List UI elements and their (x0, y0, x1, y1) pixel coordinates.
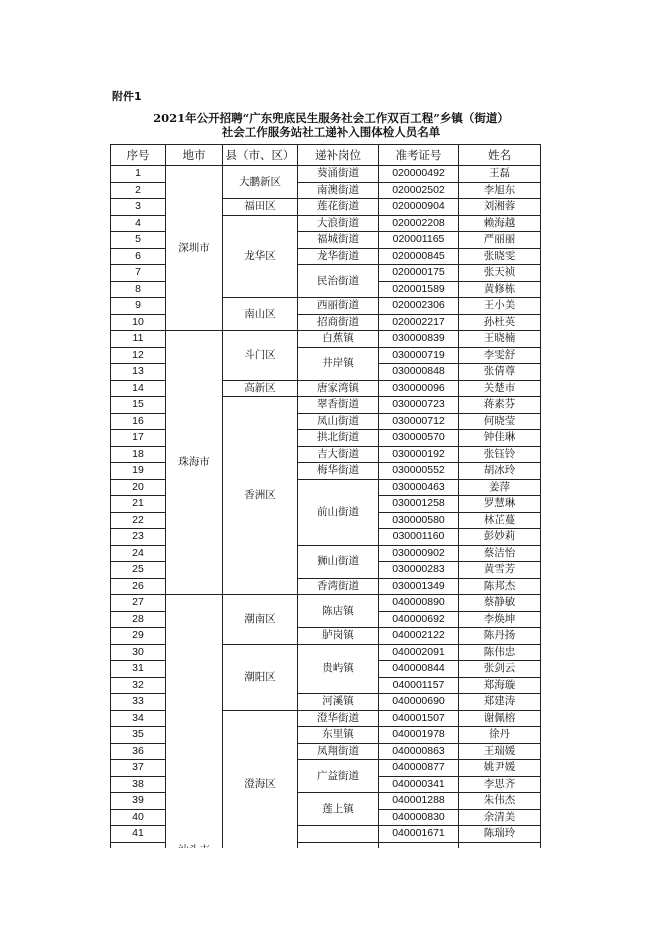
post-cell: 唐家湾镇 (298, 380, 379, 397)
post-cell: 河溪镇 (298, 694, 379, 711)
seq-cell: 24 (111, 545, 166, 562)
post-cell: 莲上镇 (298, 793, 379, 826)
exam-no-cell: 040000690 (379, 694, 459, 711)
county-cell: 潮南区 (223, 595, 298, 645)
city-cell (166, 595, 223, 859)
post-cell: 招商街道 (298, 314, 379, 331)
table-row (111, 595, 541, 612)
post-cell: 狮山街道 (298, 545, 379, 578)
seq-cell: 7 (111, 265, 166, 282)
exam-no-cell: 030000096 (379, 380, 459, 397)
seq-cell: 10 (111, 314, 166, 331)
name-cell: 李思齐 (459, 776, 541, 793)
post-cell (298, 826, 379, 843)
header-seq: 序号 (111, 145, 166, 166)
name-cell: 陈邦杰 (459, 578, 541, 595)
post-cell: 拱北街道 (298, 430, 379, 447)
seq-cell: 38 (111, 776, 166, 793)
post-cell: 南澳街道 (298, 182, 379, 199)
seq-cell: 34 (111, 710, 166, 727)
exam-no-cell: 030000902 (379, 545, 459, 562)
post-cell: 香湾街道 (298, 578, 379, 595)
exam-no-cell: 030000463 (379, 479, 459, 496)
document-title-line2: 社会工作服务站社工递补入围体检人员名单 (221, 125, 441, 139)
seq-cell: 15 (111, 397, 166, 414)
post-cell: 澄华街道 (298, 710, 379, 727)
county-cell: 龙华区 (223, 215, 298, 298)
name-cell: 姚尹媛 (459, 760, 541, 777)
name-cell: 张倩尊 (459, 364, 541, 381)
seq-cell: 18 (111, 446, 166, 463)
exam-no-cell: 040000890 (379, 595, 459, 612)
exam-no-cell: 030000719 (379, 347, 459, 364)
name-cell: 孙杜英 (459, 314, 541, 331)
exam-no-cell: 040001671 (379, 826, 459, 843)
name-cell: 关楚市 (459, 380, 541, 397)
seq-cell: 35 (111, 727, 166, 744)
name-cell: 严丽丽 (459, 232, 541, 249)
post-cell: 东里镇 (298, 727, 379, 744)
exam-no-cell: 030000283 (379, 562, 459, 579)
county-cell: 福田区 (223, 199, 298, 216)
name-cell: 陈伟忠 (459, 644, 541, 661)
post-cell: 翠香街道 (298, 397, 379, 414)
exam-no-cell: 030001258 (379, 496, 459, 513)
exam-no-cell: 020000175 (379, 265, 459, 282)
seq-cell: 13 (111, 364, 166, 381)
post-cell: 西丽街道 (298, 298, 379, 315)
table-row (111, 331, 541, 348)
exam-no-cell: 040001507 (379, 710, 459, 727)
county-cell: 大鹏新区 (223, 166, 298, 199)
header-exam-no: 准考证号 (379, 145, 459, 166)
exam-no-cell: 040001978 (379, 727, 459, 744)
seq-cell: 27 (111, 595, 166, 612)
seq-cell: 2 (111, 182, 166, 199)
exam-no-cell: 040000341 (379, 776, 459, 793)
name-cell: 蔡静敏 (459, 595, 541, 612)
name-cell: 李旭东 (459, 182, 541, 199)
seq-cell: 1 (111, 166, 166, 183)
name-cell: 王晓楠 (459, 331, 541, 348)
page-bottom-margin (0, 848, 662, 936)
name-cell: 王小美 (459, 298, 541, 315)
name-cell: 赖海越 (459, 215, 541, 232)
header-county: 县（市、区） (223, 145, 298, 166)
name-cell: 蒋素芬 (459, 397, 541, 414)
seq-cell: 5 (111, 232, 166, 249)
county-cell: 香洲区 (223, 397, 298, 595)
exam-no-cell: 030000723 (379, 397, 459, 414)
exam-no-cell: 020000904 (379, 199, 459, 216)
seq-cell: 20 (111, 479, 166, 496)
post-cell: 陈店镇 (298, 595, 379, 628)
exam-no-cell: 030001160 (379, 529, 459, 546)
exam-no-cell: 020002217 (379, 314, 459, 331)
post-cell: 广益街道 (298, 760, 379, 793)
seq-cell: 14 (111, 380, 166, 397)
county-cell: 南山区 (223, 298, 298, 331)
seq-cell: 3 (111, 199, 166, 216)
name-cell: 彭妙莉 (459, 529, 541, 546)
post-cell: 井岸镇 (298, 347, 379, 380)
seq-cell: 8 (111, 281, 166, 298)
exam-no-cell: 030001349 (379, 578, 459, 595)
post-cell: 龙华街道 (298, 248, 379, 265)
name-cell: 郑建涛 (459, 694, 541, 711)
attachment-label: 附件1 (112, 90, 142, 103)
name-cell: 郑海璇 (459, 677, 541, 694)
name-cell: 张剑云 (459, 661, 541, 678)
seq-cell: 6 (111, 248, 166, 265)
table-row (111, 166, 541, 183)
city-cell: 深圳市 (166, 166, 223, 331)
post-cell: 葵涌街道 (298, 166, 379, 183)
name-cell: 朱伟杰 (459, 793, 541, 810)
name-cell: 姜萍 (459, 479, 541, 496)
seq-cell: 33 (111, 694, 166, 711)
exam-no-cell: 020001589 (379, 281, 459, 298)
exam-no-cell: 040001288 (379, 793, 459, 810)
post-cell: 凤翔街道 (298, 743, 379, 760)
seq-cell: 26 (111, 578, 166, 595)
exam-no-cell: 040001157 (379, 677, 459, 694)
seq-cell: 36 (111, 743, 166, 760)
exam-no-cell: 040002091 (379, 644, 459, 661)
post-cell: 福城街道 (298, 232, 379, 249)
name-cell: 李雯舒 (459, 347, 541, 364)
exam-no-cell: 020002208 (379, 215, 459, 232)
post-cell: 大浪街道 (298, 215, 379, 232)
county-cell: 斗门区 (223, 331, 298, 381)
exam-no-cell: 030000839 (379, 331, 459, 348)
seq-cell: 21 (111, 496, 166, 513)
name-cell: 李焕坤 (459, 611, 541, 628)
post-cell: 梅华街道 (298, 463, 379, 480)
seq-cell: 28 (111, 611, 166, 628)
seq-cell: 11 (111, 331, 166, 348)
seq-cell: 30 (111, 644, 166, 661)
seq-cell: 37 (111, 760, 166, 777)
seq-cell: 31 (111, 661, 166, 678)
exam-no-cell: 030000570 (379, 430, 459, 447)
header-post: 递补岗位 (298, 145, 379, 166)
name-cell: 蔡洁怡 (459, 545, 541, 562)
seq-cell: 40 (111, 809, 166, 826)
exam-no-cell: 040002122 (379, 628, 459, 645)
city-cell: 珠海市 (166, 331, 223, 595)
exam-no-cell: 040000863 (379, 743, 459, 760)
name-cell: 余清美 (459, 809, 541, 826)
seq-cell: 4 (111, 215, 166, 232)
exam-no-cell: 040000830 (379, 809, 459, 826)
name-cell: 陈丹扬 (459, 628, 541, 645)
county-cell: 潮阳区 (223, 644, 298, 710)
seq-cell: 22 (111, 512, 166, 529)
seq-cell: 19 (111, 463, 166, 480)
seq-cell: 41 (111, 826, 166, 843)
name-cell: 黄修栋 (459, 281, 541, 298)
name-cell: 罗慧琳 (459, 496, 541, 513)
header-name: 姓名 (459, 145, 541, 166)
name-cell: 刘湘蓉 (459, 199, 541, 216)
header-city: 地市 (166, 145, 223, 166)
seq-cell: 9 (111, 298, 166, 315)
name-cell: 张晓雯 (459, 248, 541, 265)
seq-cell: 12 (111, 347, 166, 364)
name-cell: 何晓莹 (459, 413, 541, 430)
name-cell: 张天祯 (459, 265, 541, 282)
county-cell: 澄海区 (223, 710, 298, 859)
exam-no-cell: 020000845 (379, 248, 459, 265)
name-cell: 王瑞媛 (459, 743, 541, 760)
post-cell: 民治街道 (298, 265, 379, 298)
exam-no-cell: 020000492 (379, 166, 459, 183)
name-cell: 胡冰玲 (459, 463, 541, 480)
county-cell: 高新区 (223, 380, 298, 397)
exam-no-cell: 020002306 (379, 298, 459, 315)
name-cell: 谢佩榕 (459, 710, 541, 727)
name-cell: 黄雪芳 (459, 562, 541, 579)
name-cell: 陈瑞玲 (459, 826, 541, 843)
post-cell: 莲花街道 (298, 199, 379, 216)
name-cell: 钟佳琳 (459, 430, 541, 447)
post-cell: 前山街道 (298, 479, 379, 545)
name-cell: 林芷蔓 (459, 512, 541, 529)
seq-cell: 29 (111, 628, 166, 645)
seq-cell: 32 (111, 677, 166, 694)
exam-no-cell: 030000580 (379, 512, 459, 529)
name-cell: 徐丹 (459, 727, 541, 744)
roster-table (110, 144, 541, 859)
exam-no-cell: 030000712 (379, 413, 459, 430)
seq-cell: 23 (111, 529, 166, 546)
seq-cell: 17 (111, 430, 166, 447)
exam-no-cell: 020002502 (379, 182, 459, 199)
exam-no-cell: 030000192 (379, 446, 459, 463)
post-cell: 贵屿镇 (298, 644, 379, 694)
exam-no-cell: 030000552 (379, 463, 459, 480)
seq-cell: 25 (111, 562, 166, 579)
exam-no-cell: 040000877 (379, 760, 459, 777)
exam-no-cell: 040000844 (379, 661, 459, 678)
exam-no-cell: 020001165 (379, 232, 459, 249)
header-row (111, 145, 541, 166)
post-cell: 胪岗镇 (298, 628, 379, 645)
exam-no-cell: 040000692 (379, 611, 459, 628)
exam-no-cell: 030000848 (379, 364, 459, 381)
document-title-line1: 2021年公开招聘“广东兜底民生服务社会工作双百工程”乡镇（街道） (153, 111, 509, 125)
seq-cell: 39 (111, 793, 166, 810)
post-cell: 白蕉镇 (298, 331, 379, 348)
name-cell: 王磊 (459, 166, 541, 183)
name-cell: 张钰铃 (459, 446, 541, 463)
post-cell: 吉大街道 (298, 446, 379, 463)
seq-cell: 16 (111, 413, 166, 430)
post-cell: 凤山街道 (298, 413, 379, 430)
